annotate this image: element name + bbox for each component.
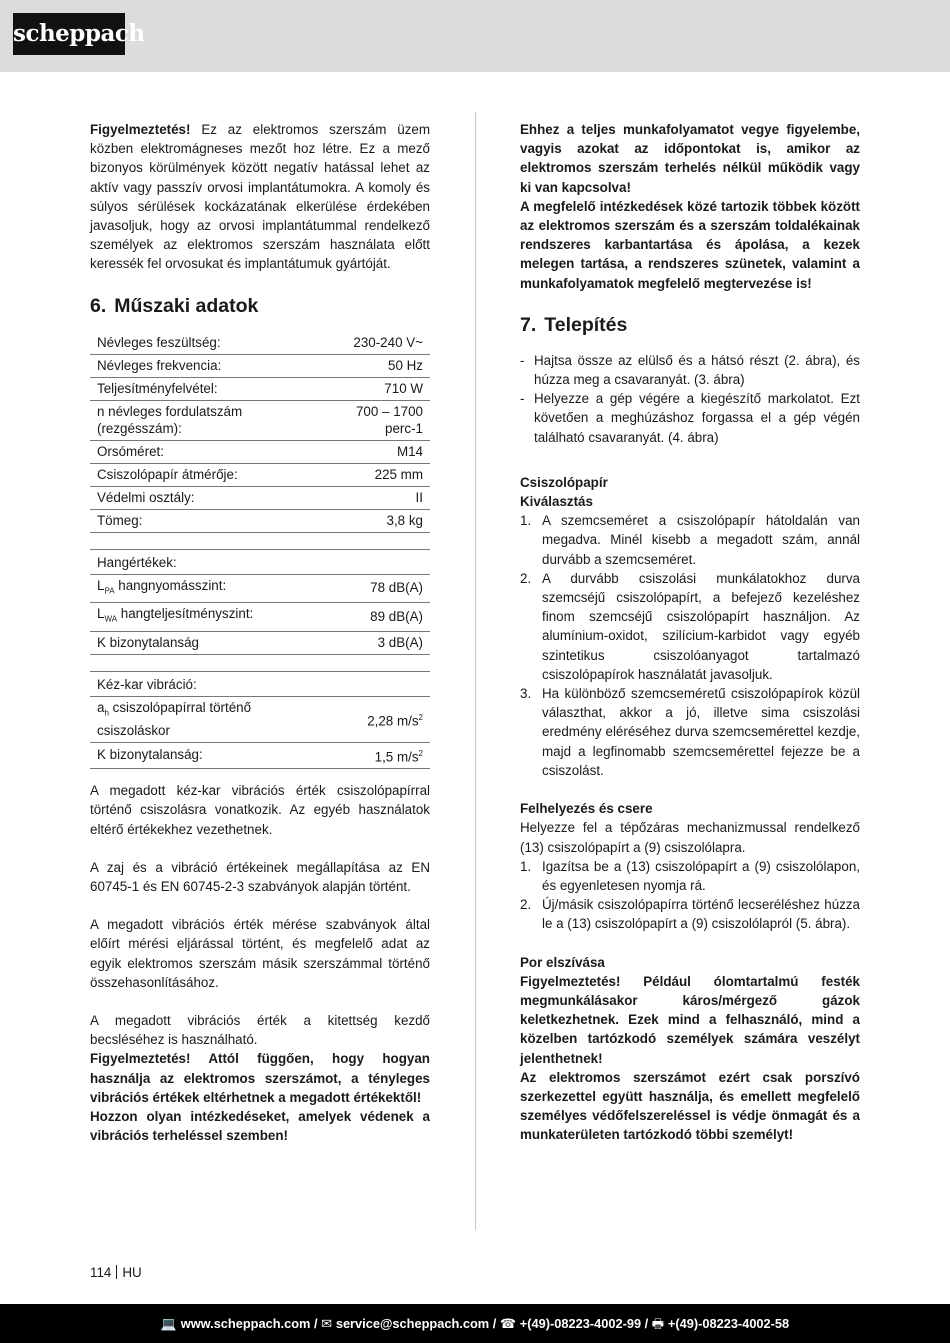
- warning-paragraph: Figyelmeztetés! Attól függően, hogy hogyan használja az elektromos szerszámot, a tényleges vibrációs értékek eltérhetnek a megadott értékektől!: [90, 1051, 430, 1105]
- column-divider: [475, 112, 476, 1230]
- sound-row: $L_{PA}$ hangnyomásszint: 78 dB(A): [90, 574, 430, 603]
- warning-paragraph: Az elektromos szerszámot ezért csak porszívó szerkezettel együtt használja, és emellett megfelelő személyes védőfelszereléssel is védje önmagát és a munkaterületen tartózkodó többi személyt!: [520, 1069, 860, 1143]
- spec-row: Orsóméret: M14: [90, 440, 430, 463]
- warning-paragraph: Hozzon olyan intézkedéseket, amelyek védenek a vibrációs terheléssel szemben!: [90, 1108, 430, 1144]
- left-column: [90, 120, 430, 1145]
- spec-row: Teljesítményfelvétel: 710 W: [90, 377, 430, 400]
- spec-row: Csiszolópapír átmérője: 225 mm: [90, 463, 430, 486]
- vib-row: K bizonytalanság: 1,5 $m/s^2$: [90, 742, 430, 768]
- sound-row: $L_{WA}$ hangteljesítményszint: 89 dB(A): [90, 603, 430, 632]
- paragraph: Helyezze fel a tépőzáras mechanizmussal rendelkező (13) csiszolópapírt a (9) csiszolólapra.: [520, 820, 860, 855]
- phone-icon: ☎: [499, 1316, 516, 1331]
- paragraph: A megadott vibrációs érték mérése szabványok által előírt mérési eljárással történt, és megfelelő adat az egyik elektromos szerszám másik szerszámmal történő összehasonlításához.: [90, 917, 430, 990]
- mount-list: [520, 857, 860, 934]
- sound-title-row: Hangértékek:: [90, 549, 430, 574]
- fax-number: +(49)-08223-4002-58: [667, 1316, 790, 1331]
- header-bar: [0, 0, 950, 72]
- warning-label: Figyelmeztetés!: [90, 122, 191, 137]
- list-item: 2. A durvább csiszolási munkálatokhoz durva szemcséjű csiszolópapírt, a befejező kezeléshez finom szemcséjű csiszolópapírt használjon. Az alumínium-oxidot, szilícium-karbidot vagy egyéb szintetikus csiszolóanyagot tartalmazó csiszolópapírok használatát javasoljuk.: [520, 570, 860, 682]
- vib-title-row: Kéz-kar vibráció:: [90, 671, 430, 696]
- spec-row: Védelmi osztály: II: [90, 486, 430, 509]
- subheading: Felhelyezés és csere: [520, 801, 653, 817]
- warning-paragraph: [90, 120, 430, 274]
- mail-icon: ✉: [321, 1316, 332, 1331]
- paragraph: A megfelelő intézkedések közé tartozik többek között az elektromos szerszám és a szerszám toldalékainak rendszeres karbantartása és ápolása, a kezek melegen tartása, a rendszeres szünetek, valamint a munkafolyamatok megfelelő megtervezése is!: [520, 198, 860, 291]
- section-6-heading: 6. Műszaki adatok: [90, 294, 259, 317]
- warning-paragraph: Figyelmeztetés! Például ólomtartalmú festék megmunkálásakor káros/mérgező gázok keletkezhetnek. Ezek mind a felhasználó, mind a közelben tartózkodó személyek számára veszélyt jelenthetnek!: [520, 973, 860, 1066]
- spec-row: Tömeg: 3,8 kg: [90, 509, 430, 532]
- list-item: 3. Ha különböző szemcseméretű csiszolópapírok közül választhat, akkor a jó, illetve sima csiszolási eredmény eléréséhez durva szemcsemérettel kezdje, majd a legfinomabb szemcsemérettel fejezze be a csiszolást.: [520, 686, 860, 778]
- paragraph: Ehhez a teljes munkafolyamatot vegye figyelembe, vagyis azokat az időpontokat is, amikor az elektromos szerszám terhelés nélkül működik vagy ki van kapcsolva!: [520, 122, 860, 195]
- list-item: 1. Igazítsa be a (13) csiszolópapírt a (9) csiszolólapon, és egyenletesen nyomja rá.: [520, 858, 860, 893]
- vib-row: $a_h$ csiszolópapírral történő csiszoláskor 2,28 $m/s^2$: [90, 696, 430, 742]
- list-item: - Helyezze a gép végére a kiegészítő markolatot. Ezt követően a meghúzáshoz forgassa el a gép végén található csavaranyát. (4. ábra): [520, 389, 860, 447]
- warning-text: Ez az elektromos szerszám üzem közben elektromágneses mezőt hoz létre. Ez a mező bizonyos körülmények között negatív hatással lehet az aktív vagy passzív orvosi implantátumokra. A komoly és súlyos sérülések kockázatának elkerülése érdekében javasoljuk, hogy az orvosi implantátummal rendelkező személyek az elektromos szerszám használata előtt keressék fel orvosukat és implantátumuk gyártóját.: [90, 122, 430, 272]
- list-item: - Hajtsa össze az elülső és a hátsó részt (2. ábra), és húzza meg a csavaranyát. (3. ábra): [520, 351, 860, 389]
- list-item: 1. A szemcseméret a csiszolópapír hátoldalán van megadva. Minél kisebb a megadott szám, annál durvább a szemcseméret.: [520, 513, 860, 567]
- sandpaper-list: [520, 511, 860, 780]
- spec-table: [90, 332, 430, 769]
- subheading: Csiszolópapír: [520, 474, 608, 490]
- spec-row: n névleges fordulatszám (rezgésszám): 700 – 1700 perc-1: [90, 400, 430, 440]
- spec-row: Névleges frekvencia: 50 Hz: [90, 354, 430, 377]
- paragraph: A megadott kéz-kar vibrációs érték csiszolópapírral történő csiszolásra vonatkozik. Az egyéb használatok eltérő értékekhez vezethetnek.: [90, 783, 430, 837]
- scheppach-logo: scheppach: [13, 13, 125, 55]
- contact-footer: [0, 1304, 950, 1343]
- paragraph: A megadott vibrációs érték a kitettség kezdő becsléséhez is használható.: [90, 1012, 430, 1048]
- spec-row: Névleges feszültség: 230-240 V~: [90, 332, 430, 355]
- website-link[interactable]: www.scheppach.com /: [180, 1316, 318, 1331]
- email-link[interactable]: service@scheppach.com /: [335, 1316, 497, 1331]
- section-7-heading: 7. Telepítés: [520, 313, 628, 336]
- sound-row: K bizonytalanság 3 dB(A): [90, 631, 430, 654]
- fax-icon: 🖶: [651, 1316, 664, 1331]
- list-item: 2. Új/másik csiszolópapírra történő lecseréléshez húzza le a (13) csiszolópapírt a (9) csiszolólapról (5. ábra).: [520, 897, 860, 932]
- phone-number: +(49)-08223-4002-99 /: [519, 1316, 649, 1331]
- page-number: 114 HU: [90, 1265, 142, 1280]
- subheading: Por elszívása: [520, 954, 605, 970]
- computer-icon: 💻: [160, 1316, 177, 1331]
- install-list: [520, 351, 860, 447]
- subheading: Kiválasztás: [520, 494, 593, 510]
- right-column: [520, 120, 860, 1145]
- paragraph: A zaj és a vibráció értékeinek megállapítása az EN 60745-1 és EN 60745-2-3 szabványok alapján történt.: [90, 859, 430, 894]
